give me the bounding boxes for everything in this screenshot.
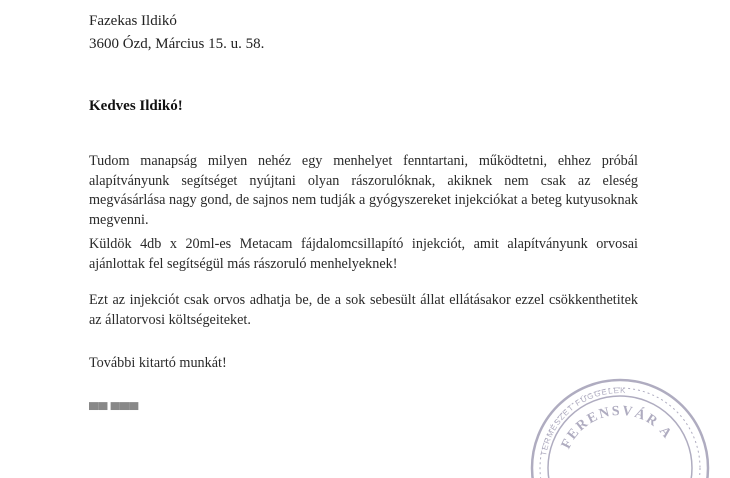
sender-address-block — [89, 10, 264, 56]
sender-name: Fazekas Ildikó — [89, 13, 177, 29]
cut-off-signature-line: ▀▀ ▀▀▀ — [89, 402, 139, 417]
sender-address: 3600 Ózd, Március 15. u. 58. — [89, 36, 265, 52]
body-paragraph-1: Tudom manapság milyen nehéz egy menhelyet fenntartani, működtetni, ehhez próbál alapítványunk segítséget nyújtani olyan rászorulóknak, akiknek nem csak az eleség megvásárlása nagy gond, de sajnos nem tudják a gyógyszereket injekciókat a beteg kutyusoknak megvenni. — [89, 153, 638, 228]
body-paragraph-3: Ezt az injekciót csak orvos adhatja be, de a sok sebesült állat ellátásakor ezzel csökkenthetitek az állatorvosi költségeiteket. — [89, 292, 638, 328]
stamp-main-text: FERENSVÁR A — [558, 403, 676, 452]
closing-line: További kitartó munkát! — [89, 355, 227, 371]
salutation: Kedves Ildikó! — [89, 98, 183, 114]
body-paragraph-2: Küldök 4db x 20ml-es Metacam fájdalomcsillapító injekciót, amit alapítványunk orvosai ajánlottak fel segítségül más rászoruló menhelyeknek! — [89, 236, 638, 272]
foundation-stamp — [505, 358, 725, 478]
stamp-ring-text: TERMÉSZET FÜGGELEK — [538, 385, 627, 457]
